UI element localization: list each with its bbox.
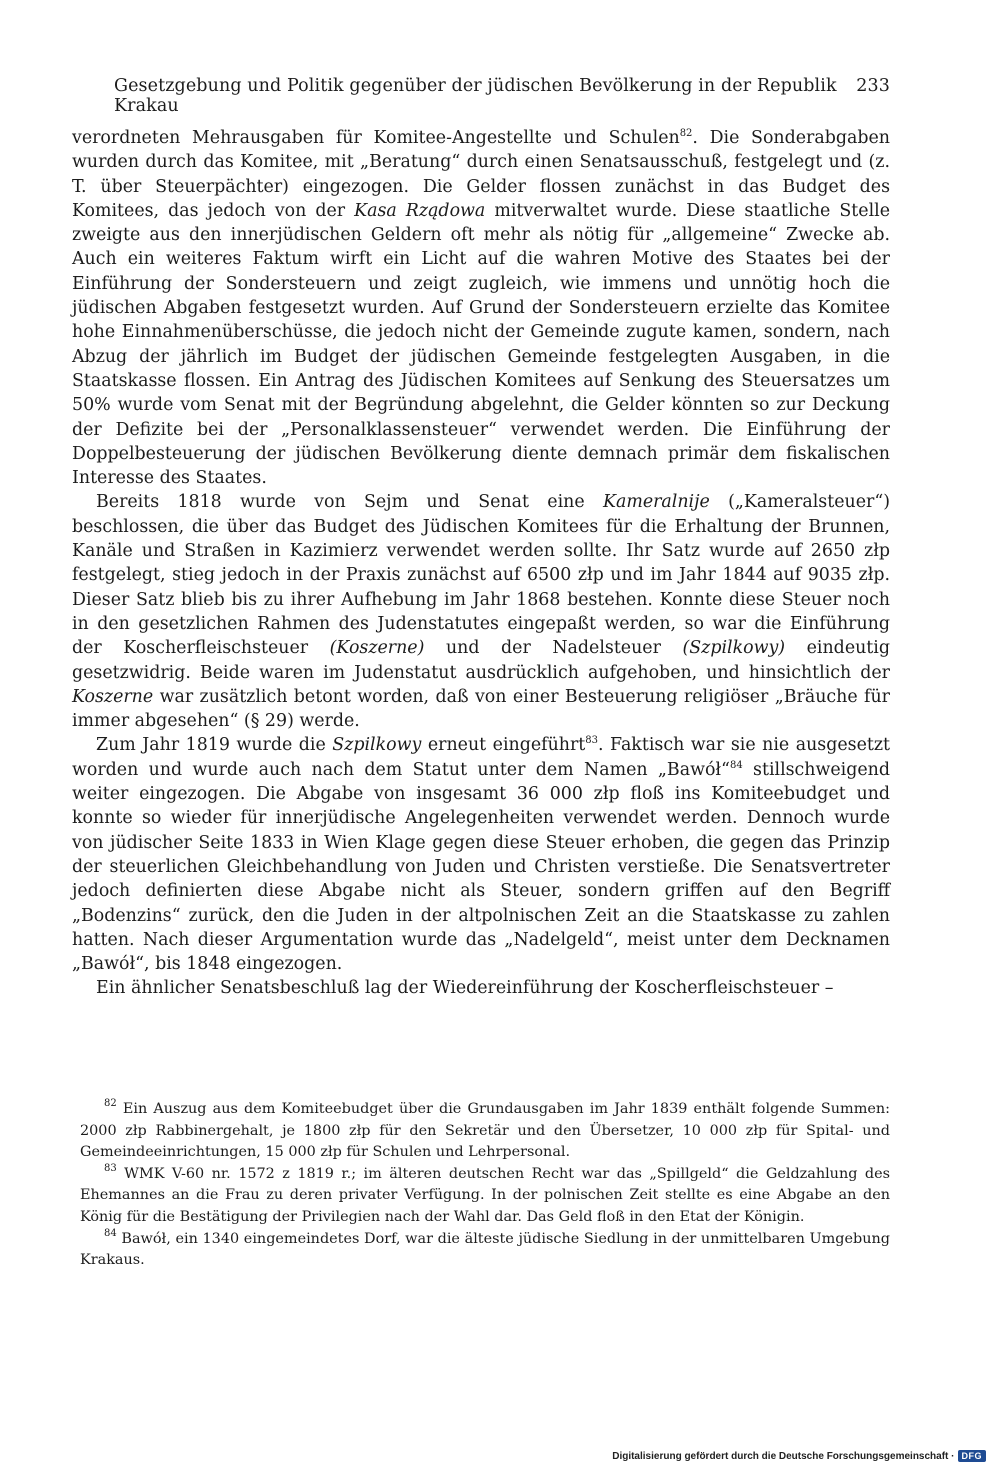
footnote-text: Ein Auszug aus dem Komiteebudget über die Grundausgaben im Jahr 1839 enthält folgende Summen: 2000 złp Rabbinergehalt, je 1800 złp für den Sekretär und den Übersetzer, 10 000 złp für Spital- und Gemeindeeinrichtungen, 15 000 złp für Schulen und Lehrpersonal. xyxy=(80,1101,890,1161)
digitization-credit xyxy=(612,1450,986,1462)
text-run: . Faktisch war sie nie ausgesetzt worden und wurde auch nach dem Statut unter dem Namen „Bawół“ xyxy=(72,735,890,780)
footnote xyxy=(80,1099,890,1164)
footnote xyxy=(80,1229,890,1272)
text-run: stillschweigend weiter eingezogen. Die Abgabe von insgesamt 36 000 złp floß ins Komiteebudget und konnte so wieder für innerjüdische Angelegenheiten verwendet werden. Dennoch wurde von jüdischer Seite 1833 in Wien Klage gegen diese Steuer erhoben, die gegen das Prinzip der steuerlichen Gleichbehandlung von Juden und Christen verstieße. Die Senatsvertreter jedoch definierten diese Abgabe nicht als Steuer, sondern griffen auf den Begriff „Bodenzins“ zurück, den die Juden in der altpolnischen Zeit an die Staatskasse zu zahlen hatten. Nach dieser Argumentation wurde das „Nadelgeld“, meist unter dem Decknamen „Bawół“, bis 1848 eingezogen. xyxy=(72,759,890,975)
text-run: Bereits 1818 wurde von Sejm und Senat eine xyxy=(96,492,603,513)
italic-term: Kasa Rządowa xyxy=(354,200,486,221)
text-run: mitverwaltet wurde. Diese staatliche Stelle zweigte aus den innerjüdischen Geldern oft mehr als nötig für „allgemeine“ Zwecke ab. Auch ein weiteres Faktum wirft ein Licht auf die wahren Motive des Staates bei der Einführung der Sondersteuern und zeigt zugleich, wie immens und unnötig hoch die jüdischen Abgaben festgesetzt wurden. Auf Grund der Sondersteuern erzielte das Komitee hohe Einnahmenüberschüsse, die jedoch nicht der Gemeinde zugute kamen, sondern, nach Abzug der jährlich im Budget der jüdischen Gemeinde festgelegten Ausgaben, in die Staatskasse flossen. Ein Antrag des Jüdischen Komitees auf Senkung des Steuersatzes um 50% wurde vom Senat mit der Begründung abgelehnt, die Gelder könnten so zur Deckung der Defizite bei der „Personalklassensteuer“ verwendet werden. Die Einführung der Doppelbesteuerung der jüdischen Bevölkerung diente demnach primär dem fiskalischen Interesse des Staates. xyxy=(72,200,890,489)
paragraph xyxy=(72,976,890,1000)
text-run: Ein ähnlicher Senatsbeschluß lag der Wiedereinführung der Koscherfleischsteuer – xyxy=(96,978,834,999)
running-title: Gesetzgebung und Politik gegenüber der jüdischen Bevölkerung in der Republik Krakau xyxy=(114,76,837,116)
italic-term: (Koszerne) xyxy=(329,638,425,659)
page-number: 233 xyxy=(856,76,890,96)
paragraph xyxy=(72,733,890,976)
italic-term: (Szpilkowy) xyxy=(682,638,786,659)
footnote-ref: 83 xyxy=(585,735,599,747)
italic-term: Kameralnije xyxy=(602,492,710,513)
footnote-number: 83 xyxy=(104,1162,117,1174)
dfg-logo: DFG xyxy=(958,1450,987,1462)
text-run: . Die Sonderabgaben wurden durch das Komitee, mit „Beratung“ durch einen Senatsausschuß, festgelegt und (z. T. über Steuerpächter) eingezogen. Die Gelder flossen zunächst in das Budget des Komitees, das jedoch von der xyxy=(72,128,890,221)
footnote-text: WMK V-60 nr. 1572 z 1819 r.; im älteren deutschen Recht war das „Spillgeld“ die Geldzahlung des Ehemannes an die Frau zu deren privater Verfügung. In der polnischen Zeit stellte es eine Abgabe an den König für die Bestätigung der Privilegien nach der Wahl dar. Das Geld floß in den Etat der Königin. xyxy=(80,1165,890,1225)
footnote-number: 84 xyxy=(104,1227,117,1239)
footnote xyxy=(80,1164,890,1229)
paragraph xyxy=(72,490,890,733)
paragraph xyxy=(72,126,890,490)
footnote-ref: 84 xyxy=(729,759,743,771)
main-text xyxy=(72,126,890,1001)
footnotes xyxy=(80,1099,890,1272)
text-run: („Kameralsteuer“) beschlossen, die über das Budget des Jüdischen Komitees für die Erhaltung der Brunnen, Kanäle und Straßen in Kazimierz verwendet werden sollte. Ihr Satz wurde auf 2650 złp festgelegt, stieg jedoch in der Praxis zunächst auf 6500 złp und im Jahr 1844 auf 9035 złp. Dieser Satz blieb bis zu ihrer Aufhebung im Jahr 1868 bestehen. Konnte diese Steuer noch in den gesetzlichen Rahmen des Judenstatutes eingepaßt werden, so war die Einführung der Koscherfleischsteuer xyxy=(72,492,890,659)
footnote-ref: 82 xyxy=(679,128,693,139)
text-run: erneut eingeführt xyxy=(421,735,586,756)
text-run: eindeutig gesetzwidrig. Beide waren im Judenstatut ausdrücklich aufgehoben, und hinsichtlich der xyxy=(72,638,890,683)
text-run: Zum Jahr 1819 wurde die xyxy=(96,735,333,756)
running-header xyxy=(114,76,890,116)
text-run: und der Nadelsteuer xyxy=(424,638,683,659)
credit-text: Digitalisierung gefördert durch die Deutsche Forschungsgemeinschaft · xyxy=(612,1450,955,1462)
italic-term: Koszerne xyxy=(72,686,154,707)
footnote-number: 82 xyxy=(104,1098,117,1109)
text-run: verordneten Mehrausgaben für Komitee-Angestellte und Schulen xyxy=(72,128,680,148)
text-run: war zusätzlich betont worden, daß von einer Besteuerung religiöser „Bräuche für immer abgesehen“ (§ 29) werde. xyxy=(72,686,890,732)
italic-term: Szpilkowy xyxy=(332,735,422,756)
footnote-text: Bawół, ein 1340 eingemeindetes Dorf, war die älteste jüdische Siedlung in der unmittelbaren Umgebung Krakaus. xyxy=(80,1230,890,1269)
